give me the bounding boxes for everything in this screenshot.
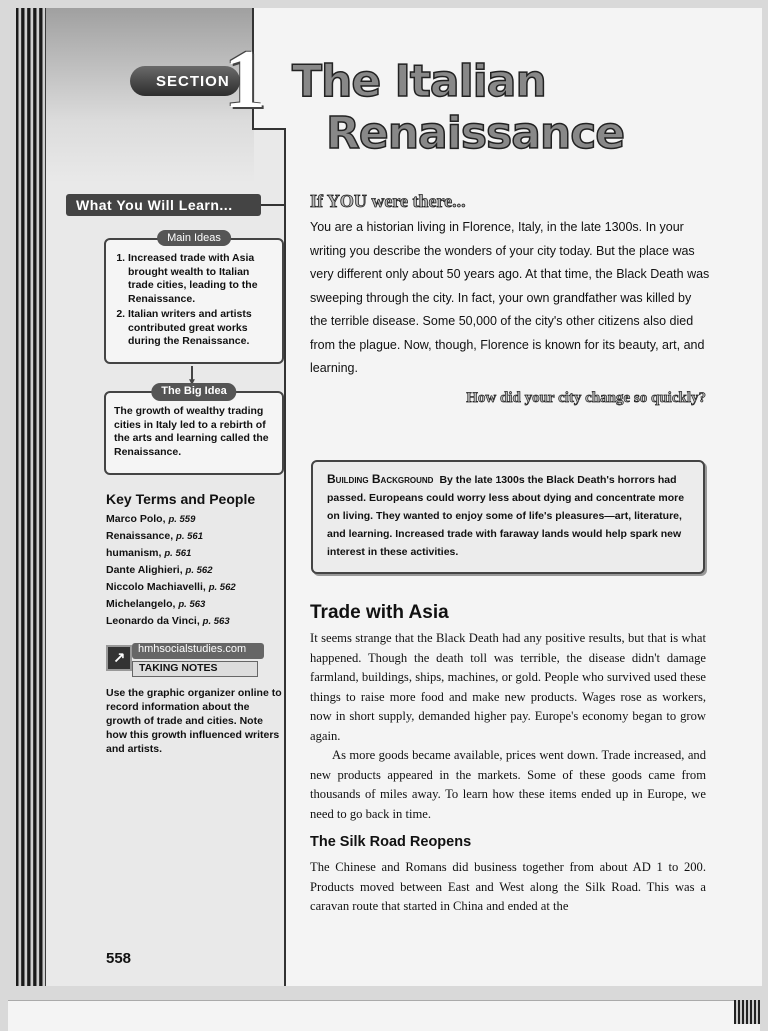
building-background-box [311,460,705,574]
key-term-page: p. 563 [202,616,230,627]
page-number: 558 [106,950,132,967]
key-term-item [106,545,236,562]
key-term-item [106,528,236,545]
what-you-will-learn-banner: What You Will Learn... [66,194,261,216]
key-term: Niccolo Machiavelli, [106,581,206,593]
taking-notes-text: Use the graphic organizer online to record information about the growth of trade and cities. Note how this growth influenced writers and artists. [106,687,282,755]
main-idea-item: 2. Italian writers and artists contributed great works during the Renaissance. [128,308,274,349]
key-term: Renaissance, [106,530,174,542]
section-number: 1 [224,33,266,126]
key-term-page: p. 563 [178,599,206,610]
key-term-page: p. 562 [185,565,213,576]
chapter-title [292,56,624,160]
intro-paragraph: You are a historian living in Florence, Italy, in the late 1300s. In your writing you describe the wonders of your city today. But the place was very different only about 50 years ago. At that time, the Black Death was sweeping through the city. In fact, your own grandfather was killed by the terrible disease. Some 50,000 of the city's other citizens also died from the plague. Now, though, Florence is known for its beauty, art, and learning. [310,220,710,375]
banner-connector [261,204,285,206]
building-background-text: By the late 1300s the Black Death's horrors had passed. Europeans could worry less about dying and concentrate more on living. They wanted to enjoy some of life's pleasures—art, literature, and learning. Increased trade with faraway lands would help spark new interest in these activities. [327,474,685,558]
key-term-page: p. 562 [208,582,236,593]
textbook-page [16,8,762,986]
key-term: humanism, [106,547,162,559]
big-idea-box [104,385,284,475]
title-line-2: Renaissance [326,108,625,159]
key-term: Marco Polo, [106,513,166,525]
section-label: SECTION [130,66,240,96]
trade-paragraph: As more goods became available, prices went down. Trade increased, and new products appeared in the markets. Some of these goods came from thousands of miles away. To learn how these items ended up in Europe, we need to go back in time. [310,748,706,821]
big-idea-text: The growth of wealthy trading cities in Italy led to a rebirth of the arts and learning called the Renaissance. [114,405,269,458]
sidebar [46,8,286,986]
next-page-edge [8,1000,760,1031]
main-ideas-label: Main Ideas [157,230,231,246]
key-terms-heading: Key Terms and People [106,491,256,507]
key-term-item [106,596,236,613]
main-idea-item: 1. Increased trade with Asia brought wealth to Italian trade cities, leading to the Renaissance. [128,252,274,306]
key-term: Leonardo da Vinci, [106,615,200,627]
if-you-were-there-heading: If YOU were there... [310,191,466,211]
key-term-page: p. 559 [168,514,196,525]
taking-notes-link[interactable] [106,641,266,681]
book-spine [16,8,46,986]
main-ideas-box [104,232,284,364]
next-page-spine [734,1000,760,1024]
focus-question: How did your city change so quickly? [466,390,706,406]
external-link-icon: ↗ [106,645,132,671]
key-term-item [106,579,236,596]
website-url: hmhsocialstudies.com [132,643,264,659]
silk-road-heading: The Silk Road Reopens [310,834,472,850]
key-term: Dante Alighieri, [106,564,183,576]
trade-heading: Trade with Asia [310,602,449,623]
big-idea-label: The Big Idea [151,383,236,401]
trade-paragraph: It seems strange that the Black Death had any positive results, but that is what happened. Though the death toll was terrible, the disease didn't damage farmland, buildings, ships, machines, or gold. People who survived used these things to raise more food and make new products. Wages rose as workers, now in short supply, demanded higher pay. Europe's economy began to grow again. [310,631,706,743]
silk-road-paragraph: The Chinese and Romans did business together from about AD 1 to 200. Products moved between East and West along the Silk Road. This was a caravan route that started in China and ended at the [310,860,706,913]
key-term-item [106,511,236,528]
key-term-item [106,562,236,579]
key-terms-list [106,511,236,630]
key-term: Michelangelo, [106,598,176,610]
key-term-item [106,613,236,630]
building-background-label: Building Background [327,472,434,486]
taking-notes-label: TAKING NOTES [132,661,258,677]
trade-body [310,629,706,824]
key-term-page: p. 561 [164,548,192,559]
key-term-page: p. 561 [176,531,203,542]
main-ideas-list [114,252,274,349]
title-line-1: The Italian [292,56,546,107]
